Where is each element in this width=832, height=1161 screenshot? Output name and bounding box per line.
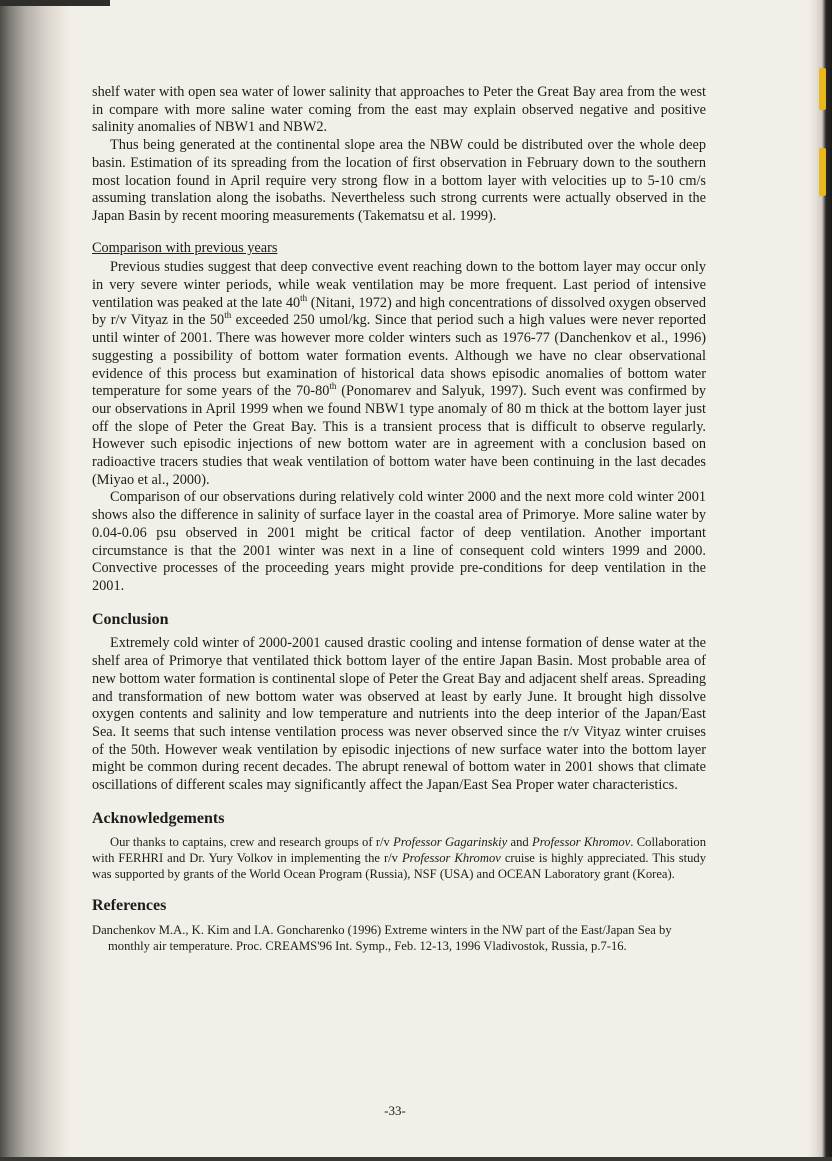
book-spine-shadow	[0, 0, 70, 1161]
vessel-name: Professor Khromov	[401, 851, 501, 866]
conclusion-paragraph: Extremely cold winter of 2000-2001 caused drastic cooling and intense formation of dense water at the shelf area of Primorye that ventilated thick bottom layer of the entire Japan Basin. Most probable area of new bottom water formation is continental slope of Peter the Great Bay and adjacent shelf areas. Spreading and transformation of new bottom water was observed at least by early June. It brought high dissolve oxygen contents and salinity and low temperature and nutrients into the deep interior of the Japan/East Sea. It seems that such intense ventilation process was never observed since the r/v Vityaz winter cruises of the 50th. However weak ventilation by episodic injections of new surface water into the bottom layer might be common during recent decades. The abrupt renewal of bottom water in 2001 shows that climate oscillations of different scales may significantly affect the Japan/East Sea Proper water characteristics.	[92, 635, 706, 794]
body-paragraph: Thus being generated at the continental slope area the NBW could be distributed over the whole deep basin. Estimation of its spreading from the location of first observation in February down to the southern most location found in April require very strong flow in a bottom layer with velocities up to 5-10 cm/s assuming translation along the isobaths. Nevertheless such strong currents were actually observed in the Japan Basin by recent mooring measurements (Takematsu et al. 1999).	[92, 137, 706, 224]
index-tab-marker	[819, 148, 826, 196]
section-heading-conclusion: Conclusion	[92, 610, 169, 628]
page-body	[92, 84, 706, 954]
page-bottom-edge	[0, 1157, 832, 1161]
page-top-edge	[0, 0, 110, 6]
page-number: -33-	[384, 1103, 406, 1118]
index-tab-marker	[819, 68, 826, 110]
acknowledgements-paragraph	[92, 834, 706, 882]
text-run: exceeded 250 umol/kg. Since that period such a high values were never reported until winter of 2001. There was however more colder winters such as 1976-77 (Danchenkov et al., 1996) suggesting a possibility of bottom water formation events. Although we have no clear observational evidence of this process but examination of historical data shows episodic anomalies of bottom water temperature for some years of the 70-80	[92, 312, 706, 400]
text-run: cruise is highly appreciated. This study was supported by grants of the World Ocean Program (Russia), NSF (USA) and OCEAN Laboratory grant (Korea).	[92, 851, 706, 882]
subsection-heading: Comparison with previous years	[92, 239, 278, 256]
superscript: th	[300, 292, 308, 303]
section-heading-references: References	[92, 897, 167, 915]
body-paragraph: shelf water with open sea water of lower salinity that approaches to Peter the Great Bay area from the west in compare with more saline water coming from the east may explain observed negative and positive salinity anomalies of NBW1 and NBW2.	[92, 84, 706, 136]
body-paragraph: Comparison of our observations during relatively cold winter 2000 and the next more cold winter 2001 shows also the difference in salinity of surface layer in the coastal area of Primorye. More saline water by 0.04-0.06 psu observed in 2001 might be critical factor of deep ventilation. Another important circumstance is that the 2001 winter was next in a line of consequent cold winters 1999 and 2000. Convective processes of the proceeding years might provide pre-conditions for deep ventilation in the 2001.	[92, 489, 706, 594]
text-run: (Ponomarev and Salyuk, 1997). Such event was confirmed by our observations in April 1999 when we found NBW1 type anomaly of 80 m thick at the bottom layer just off the slope of Peter the Great Bay. This is a transient process that is difficult to observe regularly. However such episodic injections of new bottom water are in agreement with a conclusion based on radioactive tracers studies that weak ventilation of bottom water have been continuing in the last decades (Miyao et al., 2000).	[92, 383, 706, 488]
reference-entry: Danchenkov M.A., K. Kim and I.A. Goncharenko (1996) Extreme winters in the NW part of the East/Japan Sea by monthly air temperature. Proc. CREAMS'96 Int. Symp., Feb. 12-13, 1996 Vladivostok, Russia, p.7-16.	[92, 923, 672, 954]
body-paragraph	[92, 259, 706, 489]
text-run: and	[507, 835, 533, 850]
vessel-name: Professor Gagarinskiy	[393, 835, 508, 850]
text-run: (Nitani, 1972) and high concentrations of dissolved oxygen observed by r/v Vityaz in the 50	[92, 294, 706, 329]
text-run: . Collaboration with FERHRI and Dr. Yury Volkov in implementing the r/v	[92, 835, 706, 866]
superscript: th	[224, 310, 232, 321]
text-run: Previous studies suggest that deep convective event reaching down to the bottom layer may occur only in very severe winter periods, while weak ventilation may be more frequent. Last period of intensive ventilation was peaked at the late 40	[92, 259, 706, 311]
superscript: th	[329, 381, 337, 392]
text-run: Our thanks to captains, crew and research groups of r/v	[110, 835, 394, 850]
vessel-name: Professor Khromov	[532, 835, 631, 850]
section-heading-acknowledgements: Acknowledgements	[92, 809, 225, 827]
